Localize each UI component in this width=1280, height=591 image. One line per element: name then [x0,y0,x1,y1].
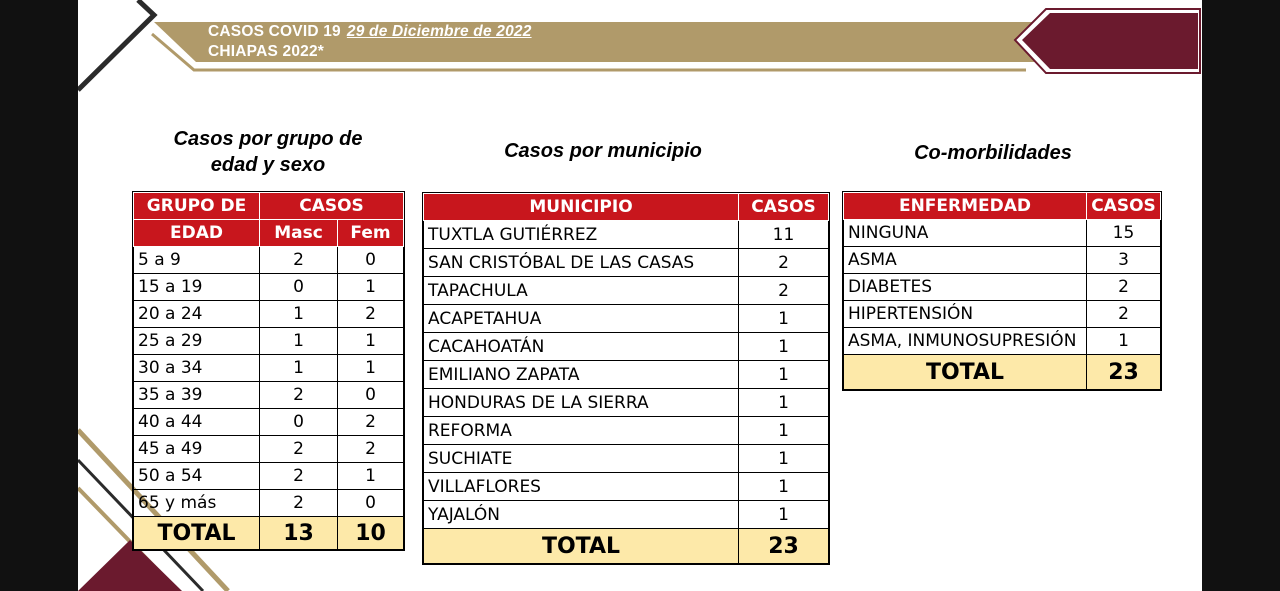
table-row [844,220,1161,247]
masc-cell: 1 [260,355,338,382]
municipio-cases-cell: 1 [739,333,829,361]
age-group-cell: 20 a 24 [134,301,260,328]
age-group-cell: 45 a 49 [134,436,260,463]
municipio-name-cell: TAPACHULA [424,277,739,305]
total-masc: 13 [260,517,338,550]
table-row [134,382,404,409]
table-row [424,361,829,389]
municipio-name-cell: ACAPETAHUA [424,305,739,333]
masc-cell: 2 [260,247,338,274]
corner-chevron-dark [78,0,154,90]
municipio-cases-cell: 2 [739,277,829,305]
municipio-cases-cell: 11 [739,221,829,249]
fem-cell: 0 [338,490,404,517]
municipio-cases-cell: 1 [739,473,829,501]
comorb-section-heading: Co-morbilidades [914,142,1072,164]
fem-cell: 1 [338,355,404,382]
municipio-cases-cell: 1 [739,445,829,473]
banner-date: 29 de Diciembre de 2022 [346,23,532,40]
table-row [424,249,829,277]
disease-name-cell: NINGUNA [844,220,1087,247]
disease-name-cell: ASMA [844,247,1087,274]
age-group-cell: 65 y más [134,490,260,517]
total-label: TOTAL [844,355,1087,390]
header-age-group: EDAD [134,220,260,247]
age-section-heading: Casos por grupo de edad y sexo [173,128,363,176]
comorb-total-row [844,355,1161,390]
header-municipio: MUNICIPIO [424,194,739,221]
municipio-name-cell: SUCHIATE [424,445,739,473]
municipio-name-cell: VILLAFLORES [424,473,739,501]
age-group-cell: 25 a 29 [134,328,260,355]
age-total-row [134,517,404,550]
age-group-cell: 15 a 19 [134,274,260,301]
header-fem: Fem [338,220,404,247]
municipio-cases-cell: 1 [739,417,829,445]
masc-cell: 1 [260,328,338,355]
table-row [424,305,829,333]
fem-cell: 0 [338,247,404,274]
table-row [134,274,404,301]
masc-cell: 2 [260,463,338,490]
table-row [134,301,404,328]
table-row [424,389,829,417]
banner-line-1: CASOS COVID 19 [208,23,341,40]
fem-cell: 2 [338,409,404,436]
municipio-section-heading: Casos por municipio [504,140,702,162]
table-row [424,277,829,305]
municipio-name-cell: HONDURAS DE LA SIERRA [424,389,739,417]
municipio-table [423,193,829,564]
fem-cell: 2 [338,436,404,463]
total-label: TOTAL [424,529,739,564]
slide [78,0,1202,591]
banner-title [208,22,532,62]
table-row [134,409,404,436]
table-row [424,445,829,473]
municipio-cases-cell: 1 [739,361,829,389]
disease-cases-cell: 1 [1087,328,1161,355]
header-municipio-cases: CASOS [739,194,829,221]
municipio-name-cell: TUXTLA GUTIÉRREZ [424,221,739,249]
age-sex-table [133,192,404,550]
masc-cell: 0 [260,409,338,436]
header-masc: Masc [260,220,338,247]
municipio-cases-cell: 2 [739,249,829,277]
municipio-total-row [424,529,829,564]
table-row [844,328,1161,355]
total-value: 23 [739,529,829,564]
masc-cell: 2 [260,382,338,409]
disease-name-cell: HIPERTENSIÓN [844,301,1087,328]
comorbidities-table [843,192,1161,390]
table-row [134,463,404,490]
header-disease-cases: CASOS [1087,193,1161,220]
banner-line-2: CHIAPAS 2022* [208,43,325,60]
masc-cell: 1 [260,301,338,328]
age-group-cell: 30 a 34 [134,355,260,382]
table-row [844,247,1161,274]
disease-cases-cell: 3 [1087,247,1161,274]
municipio-cases-cell: 1 [739,305,829,333]
fem-cell: 0 [338,382,404,409]
disease-name-cell: DIABETES [844,274,1087,301]
table-row [134,490,404,517]
header-age-group-line: GRUPO DE [134,193,260,220]
age-group-cell: 40 a 44 [134,409,260,436]
municipio-name-cell: YAJALÓN [424,501,739,529]
maroon-hexagon [1022,13,1198,69]
disease-name-cell: ASMA, INMUNOSUPRESIÓN [844,328,1087,355]
table-row [134,355,404,382]
fem-cell: 2 [338,301,404,328]
table-row [424,333,829,361]
table-row [844,274,1161,301]
table-row [134,328,404,355]
fem-cell: 1 [338,328,404,355]
age-group-cell: 35 a 39 [134,382,260,409]
table-row [844,301,1161,328]
total-fem: 10 [338,517,404,550]
table-row [134,436,404,463]
municipio-cases-cell: 1 [739,389,829,417]
total-label: TOTAL [134,517,260,550]
age-group-cell: 50 a 54 [134,463,260,490]
header-cases: CASOS [260,193,404,220]
masc-cell: 0 [260,274,338,301]
masc-cell: 2 [260,436,338,463]
disease-cases-cell: 2 [1087,274,1161,301]
municipio-name-cell: EMILIANO ZAPATA [424,361,739,389]
age-group-cell: 5 a 9 [134,247,260,274]
fem-cell: 1 [338,274,404,301]
masc-cell: 2 [260,490,338,517]
municipio-name-cell: REFORMA [424,417,739,445]
table-row [424,501,829,529]
header-disease: ENFERMEDAD [844,193,1087,220]
municipio-cases-cell: 1 [739,501,829,529]
disease-cases-cell: 2 [1087,301,1161,328]
municipio-name-cell: CACAHOATÁN [424,333,739,361]
table-row [424,473,829,501]
fem-cell: 1 [338,463,404,490]
table-row [424,221,829,249]
disease-cases-cell: 15 [1087,220,1161,247]
table-row [424,417,829,445]
table-row [134,247,404,274]
total-value: 23 [1087,355,1161,390]
municipio-name-cell: SAN CRISTÓBAL DE LAS CASAS [424,249,739,277]
